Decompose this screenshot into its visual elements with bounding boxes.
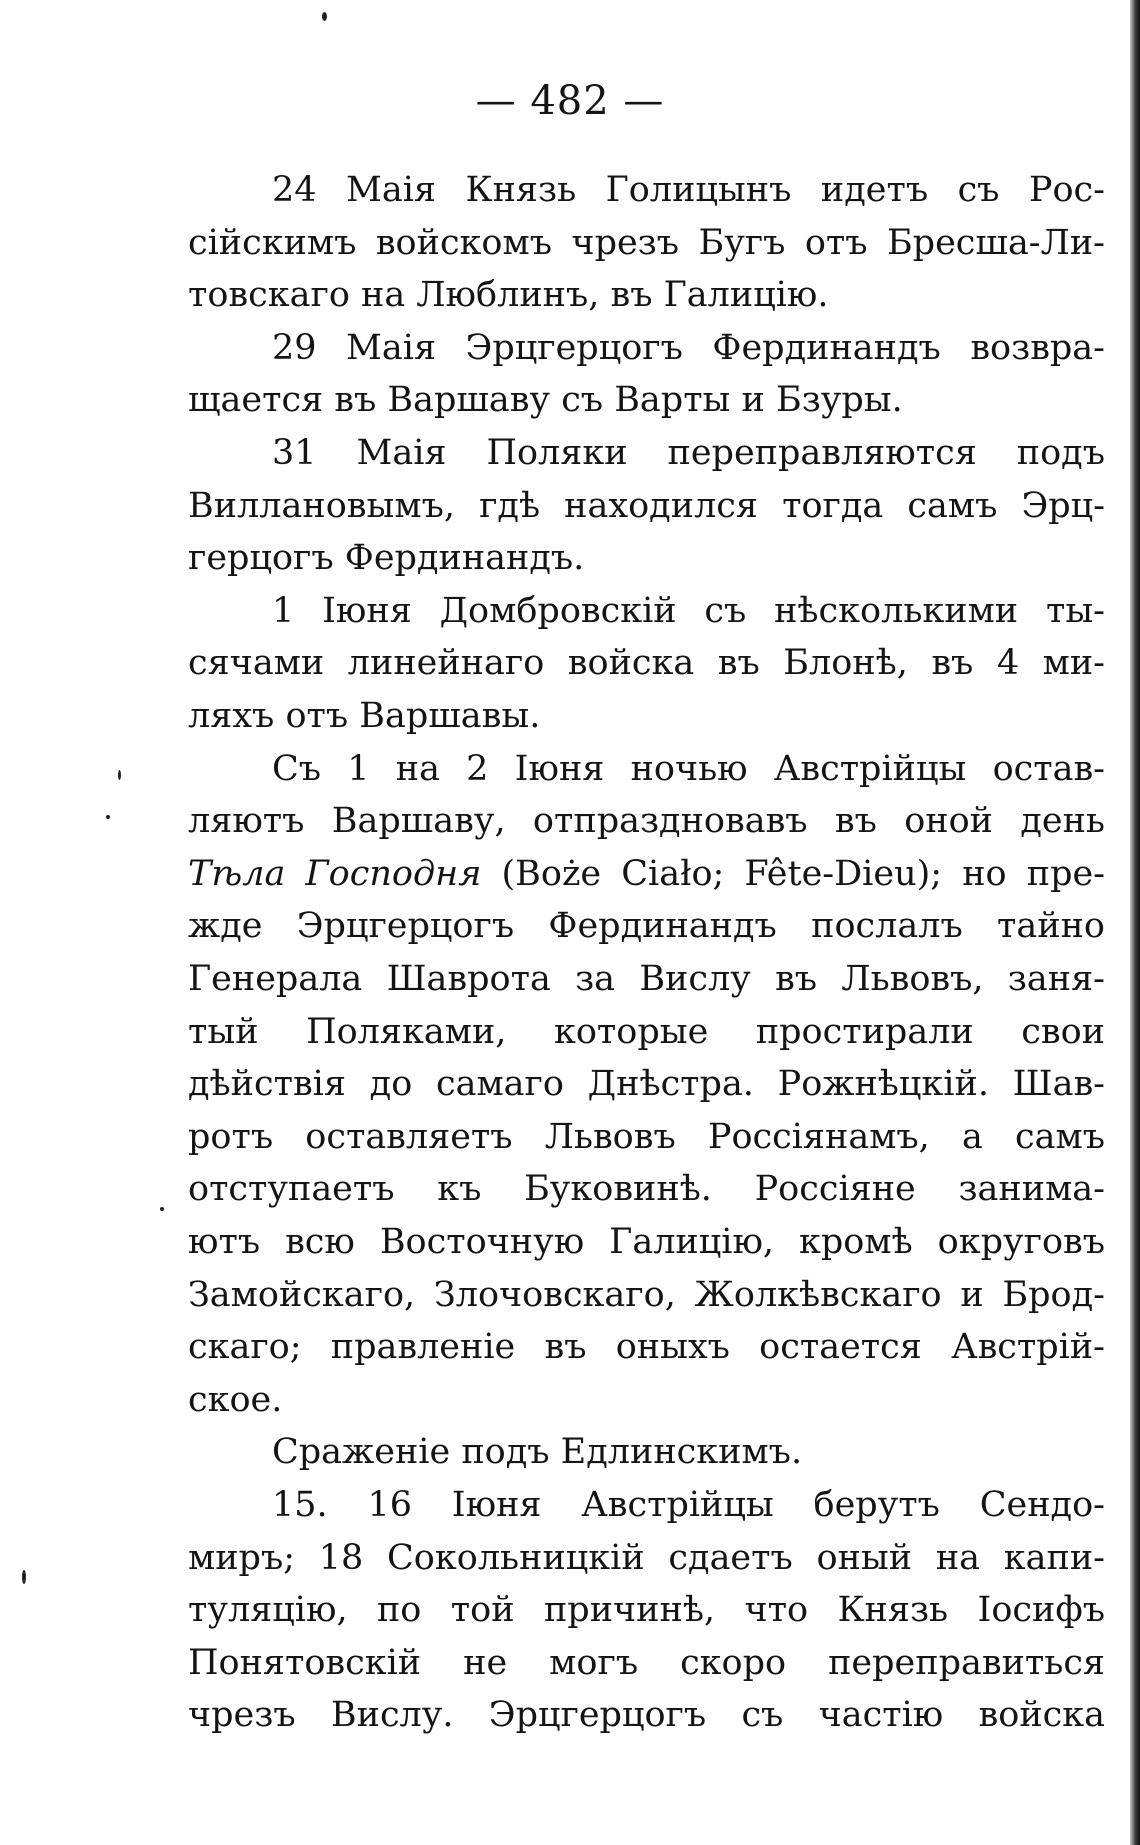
italic-phrase: Тѣла Господня: [188, 854, 482, 894]
text-line: [188, 848, 1105, 900]
text-line: ротъ оставляетъ Львовъ Россіянамъ, а самъ: [188, 1117, 1105, 1157]
scan-speck: [160, 1207, 164, 1211]
text-line: 31 Маія Поляки переправляются подъ: [272, 433, 1105, 473]
text-line: ляютъ Варшаву, отпраздновавъ въ оной день: [188, 801, 1105, 841]
text-line: Съ 1 на 2 Іюня ночью Австрійцы остав-: [272, 749, 1105, 789]
scan-speck: [22, 1570, 26, 1584]
text-line: миръ; 18 Сокольницкій сдаетъ оный на капи-: [188, 1538, 1105, 1578]
text-line: Виллановымъ, гдѣ находился тогда самъ Эрц-: [188, 486, 1105, 526]
scan-speck: [118, 770, 121, 780]
text-line: тый Поляками, которые простирали свои: [188, 1012, 1105, 1052]
text-line: Замойскаго, Злочовскаго, Жолкѣвскаго и Брод-: [188, 1275, 1105, 1315]
scan-speck: [106, 815, 110, 819]
text-line: ютъ всю Восточную Галицію, кромѣ округовъ: [188, 1222, 1105, 1262]
page-edge-shadow: [1130, 0, 1140, 1845]
text-line: отступаетъ къ Буковинѣ. Россіяне занима-: [188, 1169, 1105, 1209]
text-line: скаго; правленіе въ оныхъ остается Австрій-: [188, 1327, 1105, 1367]
text-line: Понятовскій не могъ скоро переправиться: [188, 1643, 1105, 1683]
text-line: Сраженіе подъ Едлинскимъ.: [272, 1432, 803, 1472]
text-line: Генерала Шаврота за Вислу въ Львовъ, заня-: [188, 959, 1105, 999]
text-line: дѣйствія до самаго Днѣстра. Рожнѣцкій. Шав-: [188, 1064, 1105, 1104]
text-line: жде Эрцгерцогъ Фердинандъ послалъ тайно: [188, 906, 1105, 946]
text-line: 1 Іюня Домбровскій съ нѣсколькими ты-: [272, 591, 1105, 631]
text-line: сійскимъ войскомъ чрезъ Бугъ отъ Бресша-Ли-: [188, 223, 1105, 263]
text-line: туляцію, по той причинѣ, что Князь Іосифъ: [188, 1590, 1105, 1630]
text-line: сячами линейнаго войска въ Блонѣ, въ 4 ми-: [188, 643, 1105, 683]
text-line: 24 Маія Князь Голицынъ идетъ съ Рос-: [272, 170, 1105, 210]
page-number: — 482 —: [475, 78, 665, 124]
text-line: чрезъ Вислу. Эрцгерцогъ съ частію войска: [188, 1695, 1105, 1735]
text-line: ское.: [188, 1380, 283, 1420]
text-line: щается въ Варшаву съ Варты и Бзуры.: [188, 380, 903, 420]
text-line: 15. 16 Іюня Австрійцы берутъ Сендо-: [272, 1485, 1105, 1525]
text-line: 29 Маія Эрцгерцогъ Фердинандъ возвра-: [272, 328, 1105, 368]
text-line: товскаго на Люблинъ, въ Галицію.: [188, 275, 829, 315]
scan-speck: [322, 12, 327, 21]
text-line: ляхъ отъ Варшавы.: [188, 696, 541, 736]
text-line: герцогъ Фердинандъ.: [188, 538, 585, 578]
line-rest: (Boże Ciało; Fête-Dieu); но пре-: [481, 854, 1105, 894]
